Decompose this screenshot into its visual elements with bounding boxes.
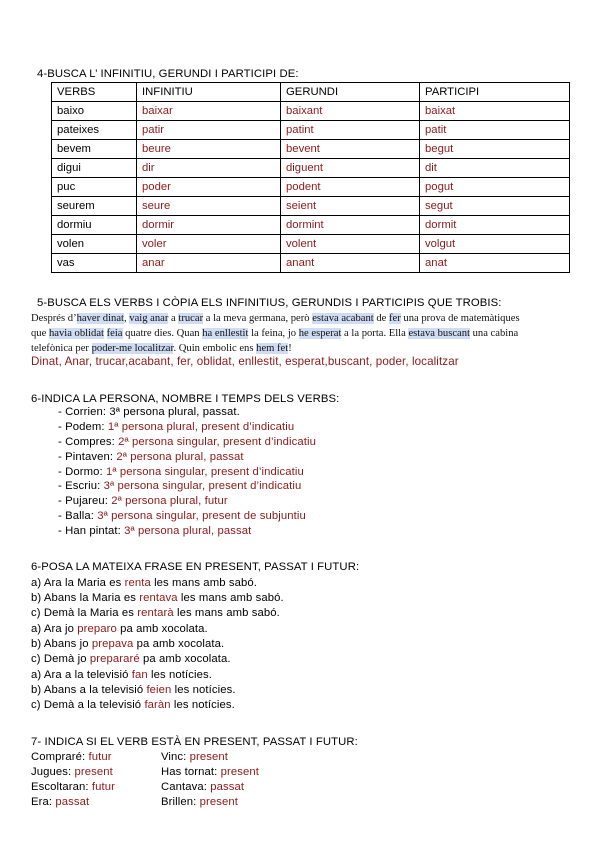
sentence-text: b) Abans a la televisió (31, 683, 147, 696)
answer-text: present (74, 765, 113, 778)
conjugated-verb: feien (146, 683, 172, 696)
sentence-line (31, 683, 236, 698)
cell-gerundi: anant (281, 254, 420, 273)
table-header-row (52, 83, 570, 102)
col-header-verbs: VERBS (52, 83, 137, 102)
answer-text: passat (210, 780, 245, 793)
tense-item (161, 765, 259, 780)
answer-text: present (199, 795, 238, 808)
cell-gerundi: baixant (281, 102, 420, 121)
sentence-text: les notícies. (147, 669, 213, 681)
answer-text: present (189, 751, 229, 763)
answer-text: 3ª persona plural, passat (124, 525, 252, 538)
conjugated-verb: fan (131, 669, 148, 681)
section-4-title: 4-BUSCA L’ INFINITIU, GERUNDI I PARTICIPI DE: (37, 68, 299, 80)
sentence-group-2 (31, 622, 231, 667)
section-7-right-column (161, 750, 259, 810)
conjugated-verb: prepava (91, 637, 134, 650)
cell-participi: baixat (420, 102, 570, 121)
cell-infinitiu: poder (137, 178, 281, 197)
sentence-group-1 (31, 576, 284, 621)
sentence-text: les notícies. (171, 683, 236, 696)
sentence-text: c) Demà a la televisió (31, 698, 145, 711)
section-7-title: 7- INDICA SI EL VERB ESTÀ EN PRESENT, PASSAT I FUTUR: (31, 736, 358, 748)
sentence-line (31, 576, 284, 591)
answer-text: futur (88, 751, 112, 763)
highlighted-verb: hem fet (256, 343, 289, 355)
highlighted-verb: estava acabant (312, 313, 374, 324)
section-6a-list (58, 405, 316, 539)
table-row (52, 197, 570, 216)
cell-participi: dit (420, 159, 570, 178)
sentence-line (31, 591, 284, 606)
list-item (58, 420, 316, 435)
verb-label: Has tornat: (161, 765, 221, 778)
list-item (58, 465, 316, 480)
sentence-line (31, 606, 284, 621)
col-header-infinitiu: INFINITIU (137, 83, 281, 102)
cell-participi: pogut (420, 178, 570, 197)
verb-label: - Compres: (58, 435, 119, 448)
cell-gerundi: bevent (281, 140, 420, 159)
cell-participi: begut (420, 140, 570, 159)
tense-item (31, 765, 115, 780)
tense-item (31, 795, 115, 810)
verb-label: Vinc: (161, 751, 190, 763)
section-5-paragraph (31, 311, 576, 357)
cell-verb: seurem (52, 197, 137, 216)
table-row (52, 159, 570, 178)
cell-verb: digui (52, 159, 137, 178)
section-5-answer: Dinat, Anar, trucar,acabant, fer, oblidat, enllestit, esperat,buscant, poder, localitzar (31, 355, 459, 368)
cell-infinitiu: dormir (137, 216, 281, 235)
tense-item (31, 750, 115, 765)
cell-participi: volgut (420, 235, 570, 254)
highlighted-verb: fer (388, 313, 401, 324)
cell-infinitiu: patir (137, 121, 281, 140)
table-row (52, 121, 570, 140)
highlighted-verb: havia oblidat (48, 328, 104, 340)
highlighted-verb: haver dinat (76, 313, 124, 324)
sentence-text: les mans amb sabó. (177, 591, 284, 604)
verb-label: - Dormo: (58, 465, 106, 478)
sentence-text: c) Demà la Maria es (31, 606, 138, 619)
cell-verb: bevem (52, 140, 137, 159)
cell-verb: volen (52, 235, 137, 254)
sentence-text: b) Abans la Maria es (31, 591, 140, 604)
verb-label: Jugues: (31, 765, 75, 778)
table-row (52, 216, 570, 235)
list-item (58, 494, 316, 509)
sentence-text: les notícies. (170, 698, 235, 711)
answer-text: 3ª persona singular, present d’indicatiu (103, 480, 302, 493)
sentence-line (31, 698, 236, 713)
conjugated-verb: renta (124, 577, 151, 589)
answer-text: 2ª persona plural, passat (116, 450, 244, 463)
cell-infinitiu: beure (137, 140, 281, 159)
cell-gerundi: dormint (281, 216, 420, 235)
answer-text: present (220, 765, 259, 778)
answer-text: passat (55, 795, 90, 808)
sentence-text: les mans amb sabó. (173, 606, 280, 619)
verb-label: Cantava: (161, 780, 211, 793)
col-header-participi: PARTICIPI (420, 83, 570, 102)
sentence-text: a) Ara jo (31, 623, 78, 635)
sentence-text: pa amb xocolata. (116, 623, 208, 635)
highlighted-verb: he esperat (298, 328, 342, 340)
verb-label: Compraré: (31, 751, 89, 763)
sentence-line (31, 668, 236, 683)
verb-label: Escoltaran: (31, 780, 92, 793)
highlighted-verb: poder-me localitzar (91, 343, 174, 355)
sentence-text: pa amb xocolata. (139, 652, 231, 665)
conjugated-verb: rentarà (137, 606, 174, 619)
sentence-line (31, 652, 231, 667)
sentence-line (31, 637, 231, 652)
cell-verb: dormiu (52, 216, 137, 235)
sentence-text: les mans amb sabó. (150, 577, 257, 589)
verb-label: Era: (31, 795, 56, 808)
cell-gerundi: seient (281, 197, 420, 216)
section-5-title: 5-BUSCA ELS VERBS I CÒPIA ELS INFINITIUS, GERUNDIS I PARTICIPIS QUE TROBIS: (37, 297, 502, 309)
list-item (58, 524, 316, 539)
verb-label: - Pujareu: (58, 495, 112, 508)
cell-infinitiu: voler (137, 235, 281, 254)
highlighted-verb: trucar (178, 313, 204, 324)
verb-label: - Balla: (58, 510, 98, 523)
list-item (58, 405, 316, 420)
cell-participi: dormit (420, 216, 570, 235)
paragraph-line: Després d’haver dinat, vaig anar a trucar a la meva germana, però estava acabant de fer una prova de matemàtiques (31, 313, 520, 324)
table-row (52, 178, 570, 197)
sentence-text: pa amb xocolata. (133, 637, 225, 650)
verb-label: Brillen: (161, 795, 200, 808)
cell-infinitiu: baixar (137, 102, 281, 121)
tense-item (161, 750, 259, 765)
table-row (52, 254, 570, 273)
sentence-line (31, 622, 231, 637)
cell-gerundi: patint (281, 121, 420, 140)
table-row (52, 140, 570, 159)
cell-participi: patit (420, 121, 570, 140)
table-row (52, 102, 570, 121)
tense-item (31, 780, 115, 795)
cell-verb: vas (52, 254, 137, 273)
cell-verb: puc (52, 178, 137, 197)
section-6a-title: 6-INDICA LA PERSONA, NOMBRE I TEMPS DELS VERBS: (31, 393, 340, 405)
section-6b-title: 6-POSA LA MATEIXA FRASE EN PRESENT, PASSAT I FUTUR: (31, 561, 360, 573)
highlighted-verb: estava buscant (408, 328, 470, 340)
sentence-text: c) Demà jo (31, 652, 90, 665)
list-item (58, 479, 316, 494)
sentence-text: a) Ara la Maria es (31, 577, 125, 589)
list-item (58, 509, 316, 524)
cell-participi: anat (420, 254, 570, 273)
sentence-text: b) Abans jo (31, 637, 92, 650)
col-header-gerundi: GERUNDI (281, 83, 420, 102)
cell-gerundi: podent (281, 178, 420, 197)
answer-text: 2ª persona singular, present d’indicatiu (118, 435, 316, 448)
cell-infinitiu: dir (137, 159, 281, 178)
tense-item (161, 780, 259, 795)
sentence-group-3 (31, 668, 236, 713)
highlighted-verb: vaig anar (129, 313, 169, 324)
sentence-text: a) Ara a la televisió (31, 669, 132, 681)
conjugated-verb: rentava (139, 591, 178, 604)
conjugated-verb: prepararé (89, 652, 140, 665)
answer-text: 3ª persona plural, passat. (109, 406, 240, 418)
list-item (58, 450, 316, 465)
answer-text: 2ª persona plural, futur (111, 495, 228, 508)
verb-forms-table (51, 82, 570, 273)
section-7-left-column (31, 750, 115, 810)
answer-text: futur (91, 780, 115, 793)
cell-gerundi: diguent (281, 159, 420, 178)
cell-verb: pateixes (52, 121, 137, 140)
conjugated-verb: faràn (144, 698, 171, 711)
cell-infinitiu: seure (137, 197, 281, 216)
verb-label: - Han pintat: (58, 525, 125, 538)
verb-label: - Podem: (58, 420, 108, 433)
answer-text: 1ª persona plural, present d’indicatiu (107, 420, 295, 433)
cell-infinitiu: anar (137, 254, 281, 273)
conjugated-verb: preparo (77, 623, 117, 635)
highlighted-verb: ha enllestit (202, 328, 249, 340)
verb-label: - Corrien: (58, 406, 110, 418)
answer-text: 1ª persona singular, present d’indicatiu (105, 465, 304, 478)
list-item (58, 435, 316, 450)
table-row (52, 235, 570, 254)
paragraph-line: que havia oblidat feia quatre dies. Quan ha enllestit la feina, jo he esperat a la porta. Ella estava buscant una cabina (31, 328, 519, 340)
cell-verb: baixo (52, 102, 137, 121)
cell-gerundi: volent (281, 235, 420, 254)
cell-participi: segut (420, 197, 570, 216)
highlighted-verb: feia (106, 328, 123, 340)
verb-label: - Pintaven: (58, 450, 117, 463)
verb-label: - Escriu: (58, 480, 104, 493)
tense-item (161, 795, 259, 810)
answer-text: 3ª persona singular, present de subjuntiu (97, 510, 306, 523)
paragraph-line: telefònica per poder-me localitzar. Quin embolic ens hem fet! (31, 343, 292, 355)
